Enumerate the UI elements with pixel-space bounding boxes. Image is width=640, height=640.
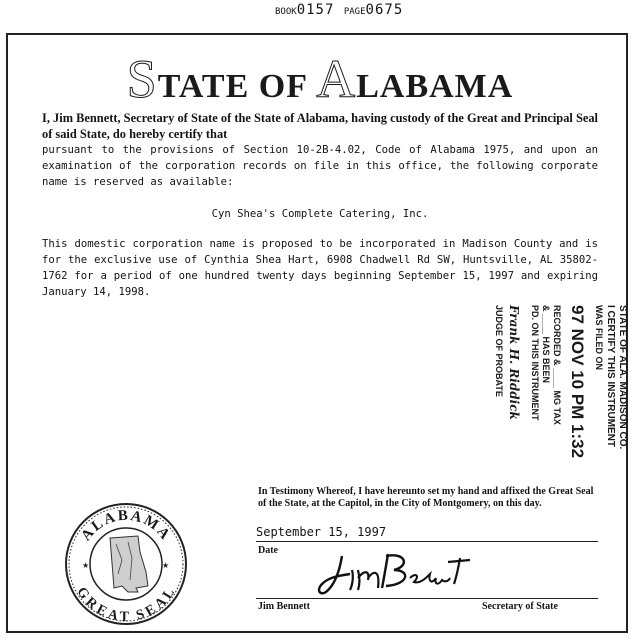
testimony-text: In Testimony Whereof, I have hereunto set my hand and affixed the Great Seal of the State, at the Capitol, in the City of Montgomery, on this day. <box>258 486 594 509</box>
pursuant-paragraph: pursuant to the provisions of Section 10-2B-4.02, Code of Alabama 1975, and upon an examination of the corporation records on file in this office, the following corporate name is reserved as available: <box>42 144 598 188</box>
page-label: PAGE <box>343 7 366 17</box>
stamp-line3: WAS FILED ON <box>594 305 604 370</box>
stamp-line5: RECORDED & ____ MG TAX <box>552 305 562 425</box>
signature-name: Jim Bennett <box>258 601 310 612</box>
stamp-line7: PD. ON THIS INSTRUMENT <box>530 305 540 421</box>
stamp-line1: STATE OF ALA. MADISON CO. <box>617 305 628 450</box>
probate-stamp <box>455 300 628 459</box>
stamp-line2: I CERTIFY THIS INSTRUMENT <box>605 305 616 448</box>
stamp-line6: & ____ HAS BEEN <box>541 305 551 384</box>
secretary-signature <box>310 548 480 600</box>
svg-text:★: ★ <box>82 561 90 570</box>
stamp-line4: 97 NOV 10 PM 1:32 <box>568 305 587 459</box>
stamp-line8: JUDGE OF PROBATE <box>494 305 504 397</box>
page-title <box>0 48 640 110</box>
signature-title: Secretary of State <box>482 601 558 612</box>
signature-line <box>256 598 598 599</box>
book-page-stamp <box>275 2 403 18</box>
great-seal <box>62 500 190 628</box>
seal-top-text: ALABAMA <box>78 507 174 545</box>
date-line <box>256 541 598 542</box>
corporate-name: Cyn Shea's Complete Catering, Inc. <box>211 208 429 220</box>
title-tate-of: TATE OF <box>157 68 317 105</box>
signature-script-text: Jim Bennett <box>310 548 315 549</box>
seal-bottom-text: GREAT SEAL <box>73 584 179 625</box>
book-label: BOOK <box>275 7 297 17</box>
details-paragraph: This domestic corporation name is proposed to be incorporated in Madison County and is for the exclusive use of Cynthia Shea Hart, 6908 Chadwell Rd SW, Huntsville, AL 35802-1762 for a period of one hundred twenty days beginning September 15, 1997 and expiring January 14, 1998. <box>42 238 598 298</box>
svg-text:★: ★ <box>162 561 170 570</box>
title-initial-a: A <box>316 49 357 109</box>
stamp-signature: Frank H. Riddick <box>507 305 521 420</box>
book-number: 0157 <box>296 2 335 18</box>
date-label: Date <box>258 545 278 556</box>
title-labama: LABAMA <box>356 68 514 105</box>
page-number: 0675 <box>365 2 404 18</box>
certification-intro: I, Jim Bennett, Secretary of State of the State of Alabama, having custody of the Great and Principal Seal of said State, do hereby certify that <box>42 111 598 141</box>
date-value: September 15, 1997 <box>256 525 387 539</box>
title-initial-s: S <box>126 49 158 109</box>
